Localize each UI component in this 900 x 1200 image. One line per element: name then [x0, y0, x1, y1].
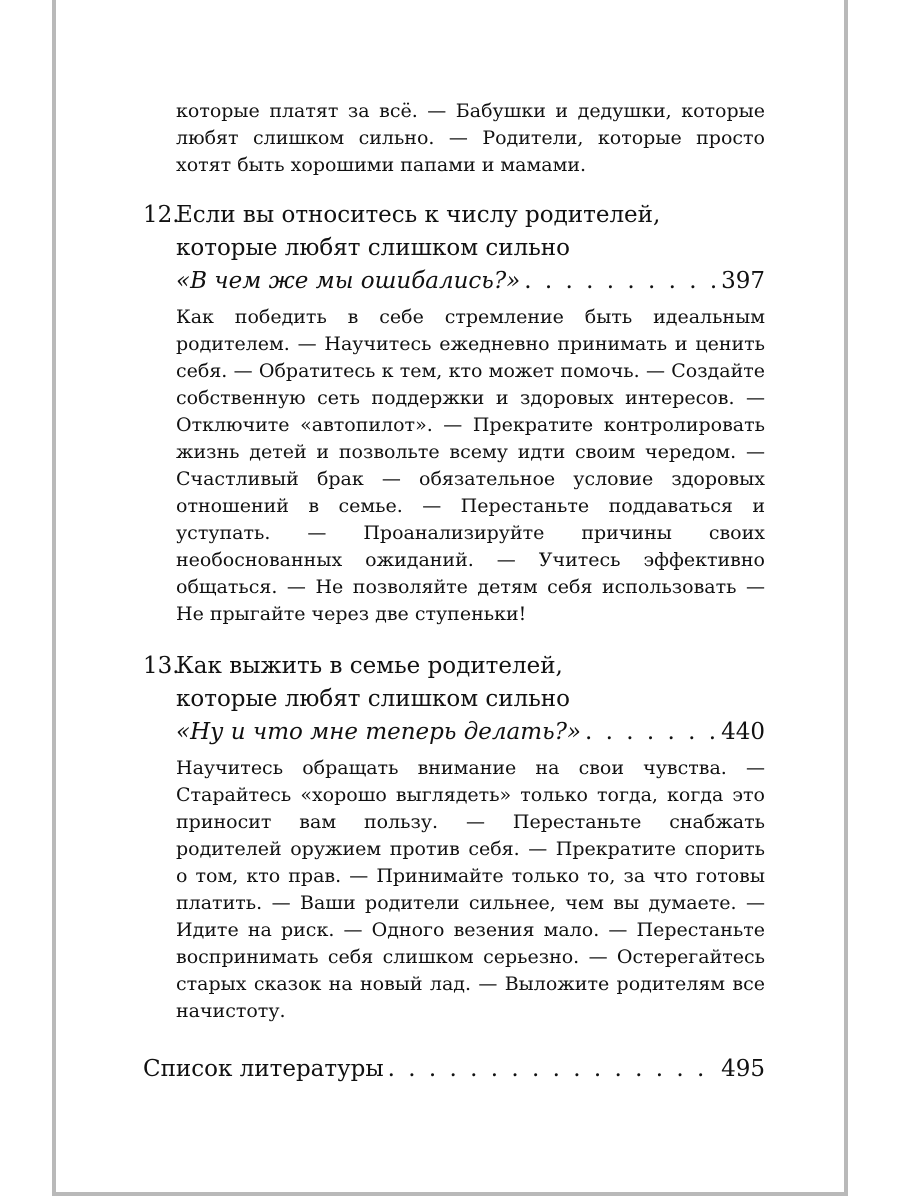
chapter-13-dot-leader — [585, 716, 717, 749]
bibliography-title: Список литературы — [143, 1056, 384, 1082]
chapter-12-entry-line[interactable] — [176, 265, 765, 298]
chapter-12-heading — [143, 199, 765, 298]
chapter-13-subtitle: «Ну и что мне теперь делать?» — [176, 719, 582, 745]
bibliography-dot-leader — [388, 1053, 717, 1086]
chapter-12-dot-leader — [524, 265, 717, 298]
chapter-13 — [143, 650, 765, 1025]
chapter-12-title-line-1: Если вы относитесь к числу родителей, — [176, 202, 661, 228]
chapter-13-title-line-1: Как выжить в семье родителей, — [176, 653, 563, 679]
chapter-13-summary: Научитесь обращать внимание на свои чувства. — Старайтесь «хорошо выглядеть» только тогда, когда это приносит вам пользу. — Перестаньте снабжать родителей оружием против себя. — Прекратите спорить о том, кто прав. — Принимайте только то, за что готовы платить. — Ваши родители сильнее, чем вы думаете. — Идите на риск. — Одного везения мало. — Перестаньте воспринимать себя слишком серьезно. — Остерегайтесь старых сказок на новый лад. — Выложите родителям все начистоту. — [176, 757, 765, 1022]
chapter-13-page-number: 440 — [721, 719, 765, 745]
table-of-contents — [143, 98, 765, 1086]
bibliography-page-number: 495 — [721, 1056, 765, 1082]
chapter-12-subtitle: «В чем же мы ошибались?» — [176, 268, 521, 294]
chapter-13-entry-line[interactable] — [176, 716, 765, 749]
chapter-12-summary: Как победить в себе стремление быть идеальным родителем. — Научитесь ежедневно принимать и ценить себя. — Обратитесь к тем, кто может помочь. — Создайте собственную сеть поддержки и здоровых интересов. — Отключите «автопилот». — Прекратите контролировать жизнь детей и позвольте всему идти своим чередом. — Счастливый брак — обязательное условие здоровых отношений в семье. — Перестаньте поддаваться и уступать. — Проанализируйте причины своих необоснованных ожиданий. — Учитесь эффективно общаться. — Не позволяйте детям себя использовать — Не прыгайте через две ступеньки! — [176, 306, 765, 625]
chapter-13-heading — [143, 650, 765, 749]
chapter-12-title-line-2: которые любят слишком сильно — [176, 235, 570, 261]
chapter-12 — [143, 199, 765, 628]
chapter-13-title-line-2: которые любят слишком сильно — [176, 686, 570, 712]
chapter-12-page-number: 397 — [721, 268, 765, 294]
continued-chapter-summary: которые платят за всё. — Бабушки и дедушки, которые любят слишком сильно. — Родители, которые просто хотят быть хорошими папами и мамами. — [176, 100, 765, 176]
chapter-13-number: 13. — [143, 653, 180, 679]
bibliography-entry[interactable] — [143, 1053, 765, 1086]
chapter-12-number: 12. — [143, 202, 180, 228]
